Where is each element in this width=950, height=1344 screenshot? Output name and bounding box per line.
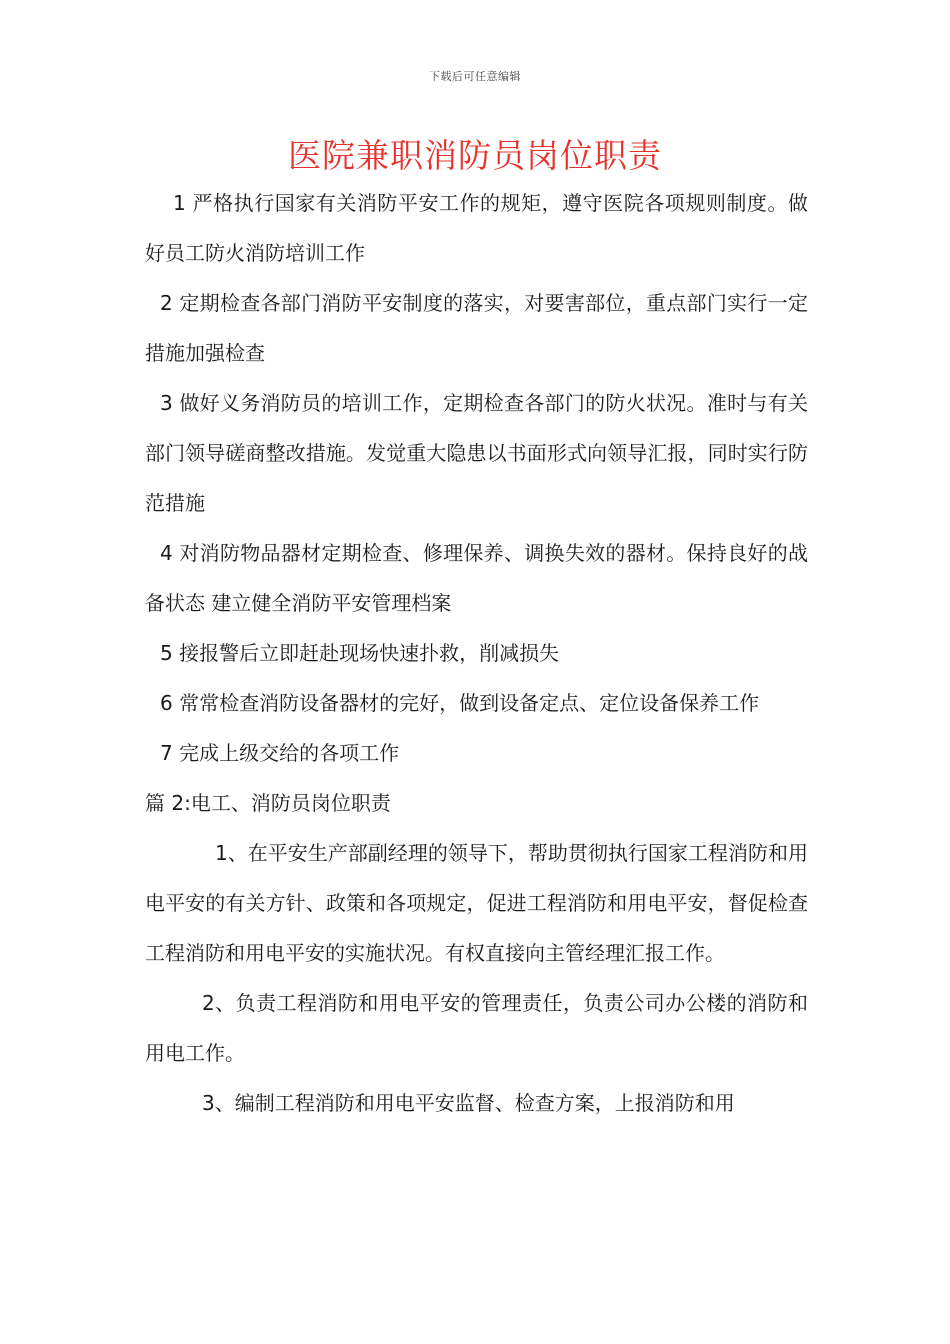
section-2-item-2: 2、负责工程消防和用电平安的管理责任，负责公司办公楼的消防和用电工作。 (145, 991, 808, 1065)
duty-item-3: 3 做好义务消防员的培训工作，定期检查各部门的防火状况。准时与有关部门领导磋商整改措施。发觉重大隐患以书面形式向领导汇报，同时实行防范措施 (145, 391, 808, 515)
duty-item-5: 5 接报警后立即赶赴现场快速扑救，削减损失 (160, 641, 560, 665)
section-2-item-1: 1、在平安生产部副经理的领导下，帮助贯彻执行国家工程消防和用电平安的有关方针、政策和各项规定，促进工程消防和用电平安，督促检查工程消防和用电平安的实施状况。有权直接向主管经理汇报工作。 (145, 841, 808, 965)
document-body (145, 178, 808, 1128)
page-header-note: 下载后可任意编辑 (429, 70, 521, 83)
duty-item-7: 7 完成上级交给的各项工作 (160, 741, 400, 765)
section-2-heading: 篇 2:电工、消防员岗位职责 (145, 791, 391, 815)
duty-item-1: 1 严格执行国家有关消防平安工作的规矩，遵守医院各项规则制度。做好员工防火消防培训工作 (145, 191, 808, 265)
duty-item-4: 4 对消防物品器材定期检查、修理保养、调换失效的器材。保持良好的战备状态 建立健全消防平安管理档案 (145, 541, 808, 615)
document-title: 医院兼职消防员岗位职责 (288, 136, 662, 175)
section-2-item-3: 3、编制工程消防和用电平安监督、检查方案，上报消防和用 (202, 1091, 735, 1115)
duty-item-6: 6 常常检查消防设备器材的完好，做到设备定点、定位设备保养工作 (160, 691, 760, 715)
duty-item-2: 2 定期检查各部门消防平安制度的落实，对要害部位，重点部门实行一定措施加强检查 (145, 291, 808, 365)
